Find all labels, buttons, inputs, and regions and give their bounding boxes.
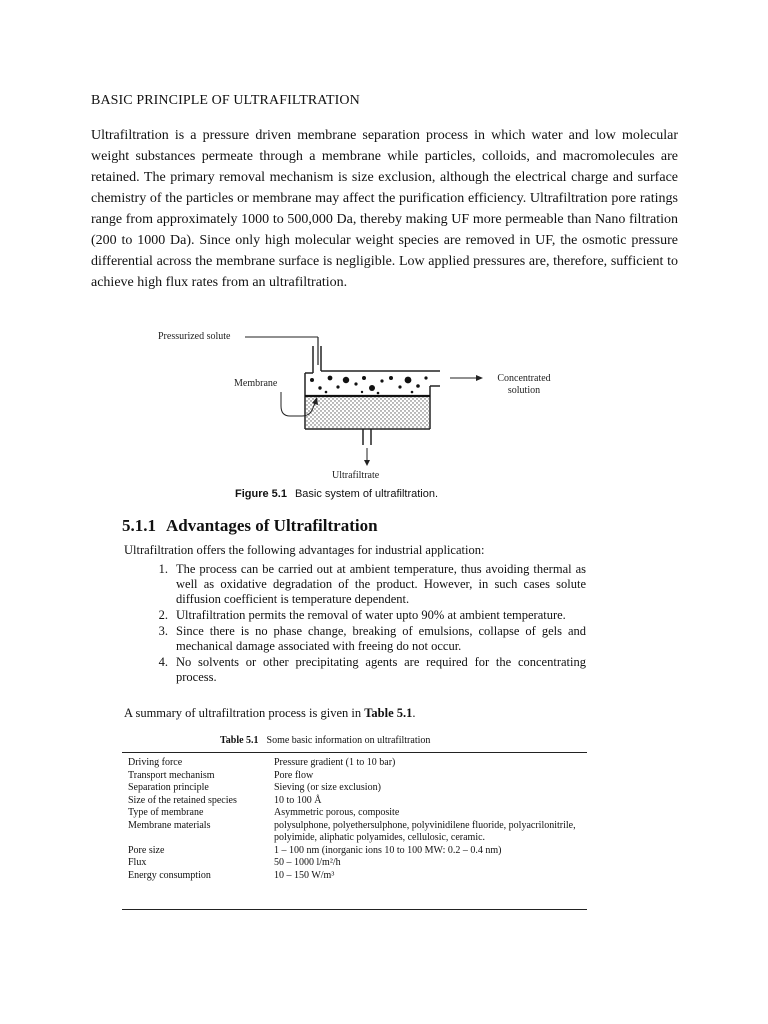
- table-top-rule: [122, 752, 587, 753]
- table-cell-value: Pressure gradient (1 to 10 bar): [274, 757, 396, 768]
- table-cell-key: Membrane materials: [128, 819, 211, 831]
- table-cell-key: Driving force: [128, 757, 183, 768]
- section-intro: Ultrafiltration offers the following advantages for industrial application:: [124, 543, 485, 557]
- table-cell-key: Energy consumption: [128, 869, 211, 881]
- ultrafiltration-figure: [150, 328, 590, 508]
- figure-caption-number: Figure 5.1: [235, 488, 287, 500]
- list-item: [124, 655, 586, 685]
- section-number: 5.1.1: [122, 516, 156, 535]
- label-concentrated-line1: Concentrated: [497, 373, 551, 384]
- summary-table-ref: Table 5.1: [364, 706, 413, 720]
- label-membrane: Membrane: [234, 378, 278, 389]
- retained-particles: [310, 376, 428, 395]
- list-item-text: No solvents or other precipitating agents are required for the concentrating process.: [176, 655, 586, 684]
- list-item-number: 4.: [158, 655, 168, 669]
- intro-paragraph: Ultrafiltration is a pressure driven membrane separation process in which water and low molecular weight substances permeate through a membrane while particles, colloids, and macromolecules are retained. The primary removal mechanism is size exclusion, although the electrical charge and surface chemistry of the particles or membrane may affect the purification efficiency. Ultrafiltration pore ratings range from approximately 1000 to 500,000 Da, thereby making UF more permeable than Nano filtration (200 to 1000 Da). Since only high molecular weight species are removed in UF, the osmotic pressure differential across the membrane surface is negligible. Low applied pressures are, therefore, sufficient to achieve high flux rates from an ultrafiltration.: [91, 128, 678, 290]
- table-cell-key: Type of membrane: [128, 807, 204, 818]
- section-title: [122, 516, 378, 536]
- table-row: [128, 857, 588, 870]
- table-cell-key: Pore size: [128, 844, 165, 856]
- list-item: [124, 624, 586, 654]
- table-row: [128, 820, 588, 845]
- label-ultrafiltrate: Ultrafiltrate: [332, 470, 380, 481]
- list-item: [124, 608, 586, 623]
- page-heading: BASIC PRINCIPLE OF ULTRAFILTRATION: [91, 93, 360, 108]
- table-row: [128, 795, 588, 808]
- label-pressurized-solute: Pressurized solute: [158, 331, 231, 342]
- table-row: [128, 757, 588, 770]
- list-item-number: 2.: [158, 608, 168, 622]
- label-concentrated-solution: [488, 373, 560, 397]
- table-caption-text: Some basic information on ultrafiltration: [266, 735, 431, 746]
- table-bottom-rule: [122, 909, 587, 910]
- advantages-list: [124, 562, 586, 686]
- list-item-text: The process can be carried out at ambient temperature, thus avoiding thermal as well as oxidative degradation of the product. However, in such cases solute diffusion coefficient is temperature dependent.: [176, 562, 586, 606]
- table-row: [128, 870, 588, 883]
- list-item-number: 1.: [158, 562, 168, 576]
- ultrafiltration-diagram: [150, 328, 590, 488]
- section-title-text: Advantages of Ultrafiltration: [166, 516, 378, 535]
- table-cell-key: Size of the retained species: [128, 794, 237, 806]
- table-row: [128, 782, 588, 795]
- table-cell-value: Asymmetric porous, composite: [274, 807, 400, 818]
- table-cell-value: 10 – 150 W/m³: [274, 869, 335, 881]
- summary-line: [124, 706, 416, 721]
- table-cell-value: polysulphone, polyethersulphone, polyvinidilene fluoride, polyacrilonitrile, polyimide, aliphatic polyamides, cellulosic, ceramic.: [274, 819, 576, 843]
- table-cell-key: Flux: [128, 857, 147, 868]
- table-row: [128, 770, 588, 783]
- list-item: [124, 562, 586, 607]
- table-caption-number: Table 5.1: [220, 735, 259, 746]
- table-cell-value: 10 to 100 Å: [274, 794, 322, 806]
- ultrafiltration-info-table: [128, 757, 588, 882]
- list-item-text: Ultrafiltration permits the removal of water upto 90% at ambient temperature.: [176, 608, 566, 622]
- table-cell-value: 50 – 1000 l/m²/h: [274, 857, 341, 868]
- table-caption: [220, 735, 430, 746]
- summary-prefix: A summary of ultrafiltration process is given in: [124, 706, 365, 720]
- list-item-number: 3.: [158, 624, 168, 638]
- permeate-zone: [306, 396, 429, 428]
- table-row: [128, 845, 588, 858]
- table-cell-key: Transport mechanism: [128, 769, 215, 781]
- figure-caption-text: Basic system of ultrafiltration.: [294, 488, 439, 500]
- summary-suffix: .: [412, 706, 416, 720]
- table-cell-value: Pore flow: [274, 769, 314, 781]
- table-cell-value: 1 – 100 nm (inorganic ions 10 to 100 MW: 0.2 – 0.4 nm): [274, 844, 502, 856]
- table-cell-key: Separation principle: [128, 782, 209, 793]
- table-row: [128, 807, 588, 820]
- list-item-text: Since there is no phase change, breaking of emulsions, collapse of gels and mechanical damage associated with freeing do not occur.: [176, 624, 586, 653]
- table-cell-value: Sieving (or size exclusion): [274, 782, 381, 793]
- figure-caption: [235, 488, 438, 500]
- label-concentrated-line2: solution: [507, 385, 541, 396]
